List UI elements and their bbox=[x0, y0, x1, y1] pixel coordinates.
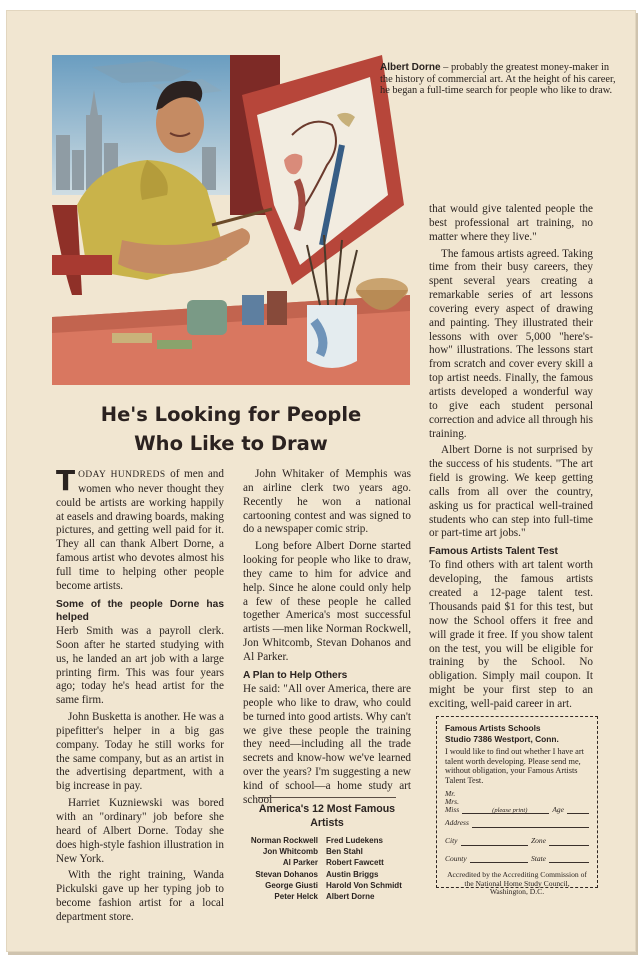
paragraph-artists-agreed: The famous artists agreed. Taking time from their busy careers, they spent several years creating a remarkable series of art lessons covering every aspect of drawing and painting. They illustrated their lessons with over 5,000 "here's-how" illustrations. The lessons start from scratch and cover every skill a top artist needs. Finally, the famous artists developed a wonderful way to give each student personal correction and advice all through his training. bbox=[429, 247, 593, 440]
paragraph-talent-test: To find others with art talent worth developing, the famous artists created a 12-page talent test. Thousands paid $1 for this test, but now the School offers it free and will grade it free. If you show talent on the test, you will be eligible for training by the School. No obligation. Simply mail coupon. It might be your first step to an exciting, well-paid career in art. bbox=[429, 559, 593, 710]
article-column-1 bbox=[56, 464, 224, 928]
article-column-3 bbox=[429, 203, 593, 715]
artist-name: Norman Rockwell bbox=[250, 836, 318, 845]
artist-name: Jon Whitcomb bbox=[262, 847, 318, 857]
coupon-city-zone-field[interactable] bbox=[445, 836, 589, 846]
paragraph-not-surprised: Albert Dorne is not surprised by the success of his students. "The art field is growing. We keep getting calls from all over the country, asking us for practical well-trained students who can step into full-time or part-time art jobs." bbox=[429, 444, 593, 540]
artist-illustration bbox=[52, 55, 410, 385]
headline-line-2: Who Like to Draw bbox=[134, 432, 328, 455]
illustration-caption bbox=[380, 62, 620, 97]
paragraph-john-whitaker: John Whitaker of Memphis was an airline clerk two years ago. Recently he won a national cartooning contest and was signed to do a newspaper comic strip. bbox=[243, 468, 411, 536]
artists-list-left bbox=[240, 835, 318, 902]
artist-name: Austin Briggs bbox=[326, 869, 379, 879]
caption-name: Albert Dorne bbox=[380, 62, 441, 73]
paragraph-he-said: He said: "All over America, there are people who like to draw, who could be turned into good artists. Why can't we give these people the training they need—including all the trade secrets and know-how we've learned over the years? I'm suggesting a new kind of school—a home study art school bbox=[243, 683, 411, 806]
intro-paragraph bbox=[56, 464, 224, 594]
coupon-state-label: State bbox=[531, 853, 546, 863]
subhead-plan: A Plan to Help Others bbox=[243, 669, 348, 681]
coupon-county-state-field[interactable] bbox=[445, 854, 589, 864]
paragraph-john-busketta: John Busketta is another. He was a pipefitter's helper in a big gas company. Today he still works for the same company, but as an artist in the advertising department, with a big increase in pay. bbox=[56, 711, 224, 793]
artist-name: George Giusti bbox=[265, 880, 318, 890]
paragraph-harriet: Harriet Kuzniewski was bored with an "ordinary" job before she heard of Albert Dorne. Today she does high-style fashion illustration in New York. bbox=[56, 797, 224, 865]
coupon-accreditation: Accredited by the Accrediting Commission of the National Home Study Council, Washington, D.C. bbox=[447, 870, 587, 897]
coupon-mrs: Mrs. bbox=[445, 797, 459, 807]
coupon-city-label: City bbox=[445, 835, 458, 845]
paragraph-continued: that would give talented people the best professional art training, no matter where they live." bbox=[429, 203, 593, 243]
coupon-address-label: Address bbox=[445, 818, 469, 828]
artist-name: Albert Dorne bbox=[326, 892, 375, 902]
artist-name: Robert Fawcett bbox=[326, 858, 384, 868]
coupon-mr: Mr. bbox=[445, 789, 456, 799]
caption-text: – probably the greatest money-maker in the history of commercial art. At the height of his career, he began a full-time search for people who like to draw. bbox=[380, 62, 616, 96]
coupon-age-label: Age bbox=[552, 804, 564, 814]
headline bbox=[52, 400, 410, 458]
artist-name: Al Parker bbox=[282, 858, 318, 868]
paragraph-long-before: Long before Albert Dorne started looking for people who like to draw, they came to him for advice and help. Since he alone could only help a few of these people he called together America's most successful artists —men like Norman Rockwell, Jon Whitcomb, Stevan Dohanos and Al Parker. bbox=[243, 540, 411, 663]
headline-line-1: He's Looking for People bbox=[100, 403, 362, 426]
artist-name: Stevan Dohanos bbox=[255, 869, 318, 879]
artists-list-right bbox=[326, 835, 416, 902]
paragraph-wanda: With the right training, Wanda Pickulski gave up her typing job to become fashion artist for a local department store. bbox=[56, 869, 224, 923]
divider-rule bbox=[258, 797, 396, 798]
artists-list-title: America's 12 Most Famous Artists bbox=[258, 803, 396, 829]
paragraph-herb-smith: Herb Smith was a payroll clerk. Soon after he started studying with us, he landed an art job with a large printing firm. This was four years ago; today he's head artist for the same firm. bbox=[56, 625, 224, 707]
intro-rest: of men and women who never thought they could be artists are working happily at easels and drawing boards, making pictures, and getting well paid for it. They all can thank Albert Dorne, a famous artist who devotes almost his full time to helping other people become artists. bbox=[56, 468, 224, 592]
coupon-print-hint: (please print) bbox=[492, 807, 528, 815]
coupon-county-label: County bbox=[445, 853, 467, 863]
coupon-zone-label: Zone bbox=[531, 835, 546, 845]
artist-name: Harold Von Schmidt bbox=[326, 880, 402, 890]
mail-coupon[interactable] bbox=[436, 716, 598, 897]
coupon-name-field[interactable] bbox=[445, 790, 589, 814]
coupon-miss: Miss bbox=[445, 805, 460, 815]
subhead-talent-test: Famous Artists Talent Test bbox=[429, 546, 558, 558]
small-caps-lead: ODAY HUNDREDS bbox=[78, 470, 166, 480]
subhead-people-helped: Some of the people Dorne has helped bbox=[56, 598, 224, 623]
coupon-studio: Studio 7386 Westport, Conn. bbox=[445, 734, 559, 744]
artist-name: Peter Helck bbox=[274, 892, 318, 902]
coupon-body: I would like to find out whether I have art talent worth developing. Please send me, without obligation, your Famous Artists Talent Test. bbox=[445, 747, 584, 785]
artist-name: Fred Ludekens bbox=[326, 836, 383, 845]
article-column-2 bbox=[243, 468, 411, 811]
coupon-school-name: Famous Artists Schools bbox=[445, 723, 541, 733]
drop-cap: T bbox=[56, 464, 76, 497]
coupon-address-field[interactable] bbox=[445, 818, 589, 828]
artist-name: Ben Stahl bbox=[326, 847, 363, 857]
